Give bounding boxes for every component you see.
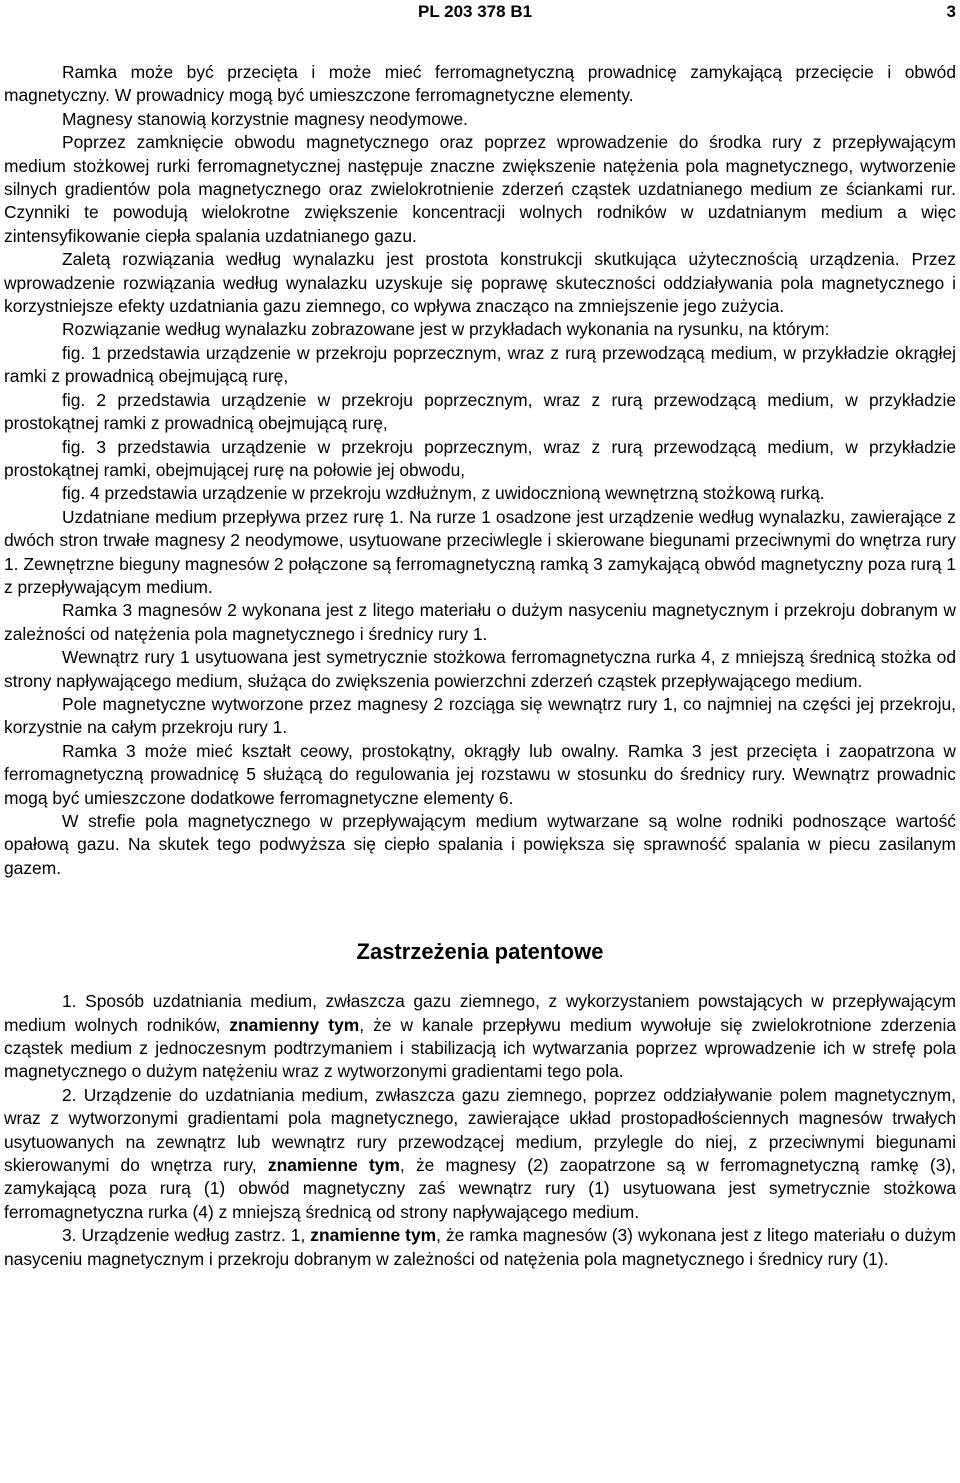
claim-characterizing-phrase: znamienne tym [310, 1225, 437, 1246]
paragraph: Ramka 3 może mieć kształt ceowy, prostokątny, okrągły lub owalny. Ramka 3 jest przecięta i zaopatrzona w ferromagnetyczną prowadnicę 5 służącą do regulowania jej rozstawu w stosunku do średnicy rury. Wewnątrz prowadnic mogą być umieszczone dodatkowe ferromagnetyczne elementy 6. [4, 740, 956, 808]
paragraph: Uzdatniane medium przepływa przez rurę 1. Na rurze 1 osadzone jest urządzenie według wynalazku, zawierające z dwóch stron trwałe magnesy 2 neodymowe, usytuowane przeciwlegle i skierowane biegunami przeciwnymi do wnętrza rury 1. Zewnętrzne bieguny magnesów 2 połączone są ferromagnetyczną ramką 3 zamykającą obwód magnetyczny poza rurą 1 z przepływającym medium. [4, 506, 956, 597]
figure-description-2: fig. 2 przedstawia urządzenie w przekroju poprzecznym, wraz z rurą przewodzącą medium, w przykładzie prostokątnej ramki z prowadnicą obejmującą rurę, [4, 389, 956, 434]
figure-description-1: fig. 1 przedstawia urządzenie w przekroju poprzecznym, wraz z rurą przewodzącą medium, w przykładzie okrągłej ramki z prowadnicą obejmującą rurę, [4, 342, 956, 387]
claims-heading: Zastrzeżenia patentowe [356, 939, 604, 965]
claim-characterizing-phrase: znamienne tym [267, 1155, 400, 1176]
claim-text: 2. Urządzenie do uzdatniania medium, zwłaszcza gazu ziemnego, poprzez oddziaływanie polem magnetycznym, wraz z wytworzonymi gradientami pola magnetycznego, zawierające układ prostopadłościennych magnesów trwałych usytuowanych na zewnątrz lub wewnątrz rury przewodzącej medium, przylegle do niej, z przeciwnymi biegunami skierowanymi do wnętrza rury, [4, 1084, 956, 1176]
page-number: 3 [946, 2, 956, 21]
paragraph: Wewnątrz rury 1 usytuowana jest symetrycznie stożkowa ferromagnetyczna rurka 4, z mniejszą średnicą stożka od strony napływającego medium, służąca do zwiększenia powierzchni zderzeń cząstek przepływającego medium. [4, 647, 956, 691]
paragraph: Poprzez zamknięcie obwodu magnetycznego oraz poprzez wprowadzenie do środka rury z przepływającym medium stożkowej rurki ferromagnetycznej następuje znaczne zwiększenie natężenia pola magnetycznego, wytworzenie silnych gradientów pola magnetycznego oraz zwielokrotnienie zderzeń cząstek uzdatnianego medium ze ściankami rur. Czynniki te powodują wielokrotne zwiększenie koncentracji wolnych rodników w uzdatnianym medium a więc zintensyfikowanie ciepła spalania uzdatnianego gazu. [4, 132, 956, 246]
claim-text: , że ramka magnesów (3) wykonana jest z litego materiału o dużym nasyceniu magnetycznym i przekroju dobranym w zależności od natężenia pola magnetycznego i średnicy rury (1). [4, 1225, 957, 1269]
claim-2 [4, 1084, 956, 1224]
patent-number: PL 203 378 B1 [418, 2, 533, 21]
paragraph: Zaletą rozwiązania według wynalazku jest prostota konstrukcji skutkująca użytecznością urządzenia. Przez wprowadzenie rozwiązania według wynalazku uzyskuje się poprawę skuteczności oddziaływania pola magnetycznego i korzystniejsze efekty uzdatniania gazu ziemnego, co wpływa znacząco na zmniejszenie jego zużycia. [4, 249, 956, 317]
claim-3 [4, 1224, 956, 1271]
claim-text: 3. Urządzenie według zastrz. 1, [62, 1225, 311, 1246]
claim-1 [4, 990, 956, 1084]
claim-text: , że w kanale przepływu medium wywołuje się zwielokrotnione zderzenia cząstek medium z jednoczesnym podtrzymaniem i stabilizacją ich wytwarzania poprzez wprowadzenie ich w strefę pola magnetycznego o dużym natężeniu wraz z wytworzonymi gradientami tego pola. [4, 1014, 956, 1082]
page-header [0, 0, 960, 28]
paragraph: Magnesy stanowią korzystnie magnesy neodymowe. [62, 108, 468, 129]
claim-text: , że magnesy (2) zaopatrzone są w ferromagnetyczną ramkę (3), zamykającą poza rurą (1) obwód magnetyczny zaś wewnątrz rury (1) usytuowana jest symetrycznie stożkowa ferromagnetyczna rurka (4) z mniejszą średnicą od strony napływającego medium. [4, 1155, 957, 1222]
paragraph: Ramka może być przecięta i może mieć ferromagnetyczną prowadnicę zamykającą przecięcie i obwód magnetyczny. W prowadnicy mogą być umieszczone ferromagnetyczne elementy. [4, 62, 956, 106]
claim-text: 1. Sposób uzdatniania medium, zwłaszcza gazu ziemnego, z wykorzystaniem powstających w przepływającym medium wolnych rodników, [4, 991, 956, 1035]
paragraph: Rozwiązanie według wynalazku zobrazowane jest w przykładach wykonania na rysunku, na którym: [62, 319, 830, 340]
paragraph: Ramka 3 magnesów 2 wykonana jest z litego materiału o dużym nasyceniu magnetycznym i przekroju dobranym w zależności od natężenia pola magnetycznego i średnicy rury 1. [4, 600, 956, 644]
document-body [4, 61, 956, 1271]
paragraph: Pole magnetyczne wytworzone przez magnesy 2 rozciąga się wewnątrz rury 1, co najmniej na części jej przekroju, korzystnie na całym przekroju rury 1. [4, 693, 956, 738]
figure-description-3: fig. 3 przedstawia urządzenie w przekroju poprzecznym, wraz z rurą przewodzącą medium, w przykładzie prostokątnej ramki, obejmującej rurę na połowie jej obwodu, [4, 436, 956, 480]
paragraph: W strefie pola magnetycznego w przepływającym medium wytwarzane są wolne rodniki podnoszące wartość opałową gazu. Na skutek tego podwyższa się ciepło spalania i powiększa się sprawność spalania w piecu zasilanym gazem. [4, 811, 956, 878]
claim-characterizing-phrase: znamienny tym [229, 1014, 360, 1035]
figure-description-4: fig. 4 przedstawia urządzenie w przekroju wzdłużnym, z uwidocznioną wewnętrzną stożkową rurką. [62, 483, 825, 504]
